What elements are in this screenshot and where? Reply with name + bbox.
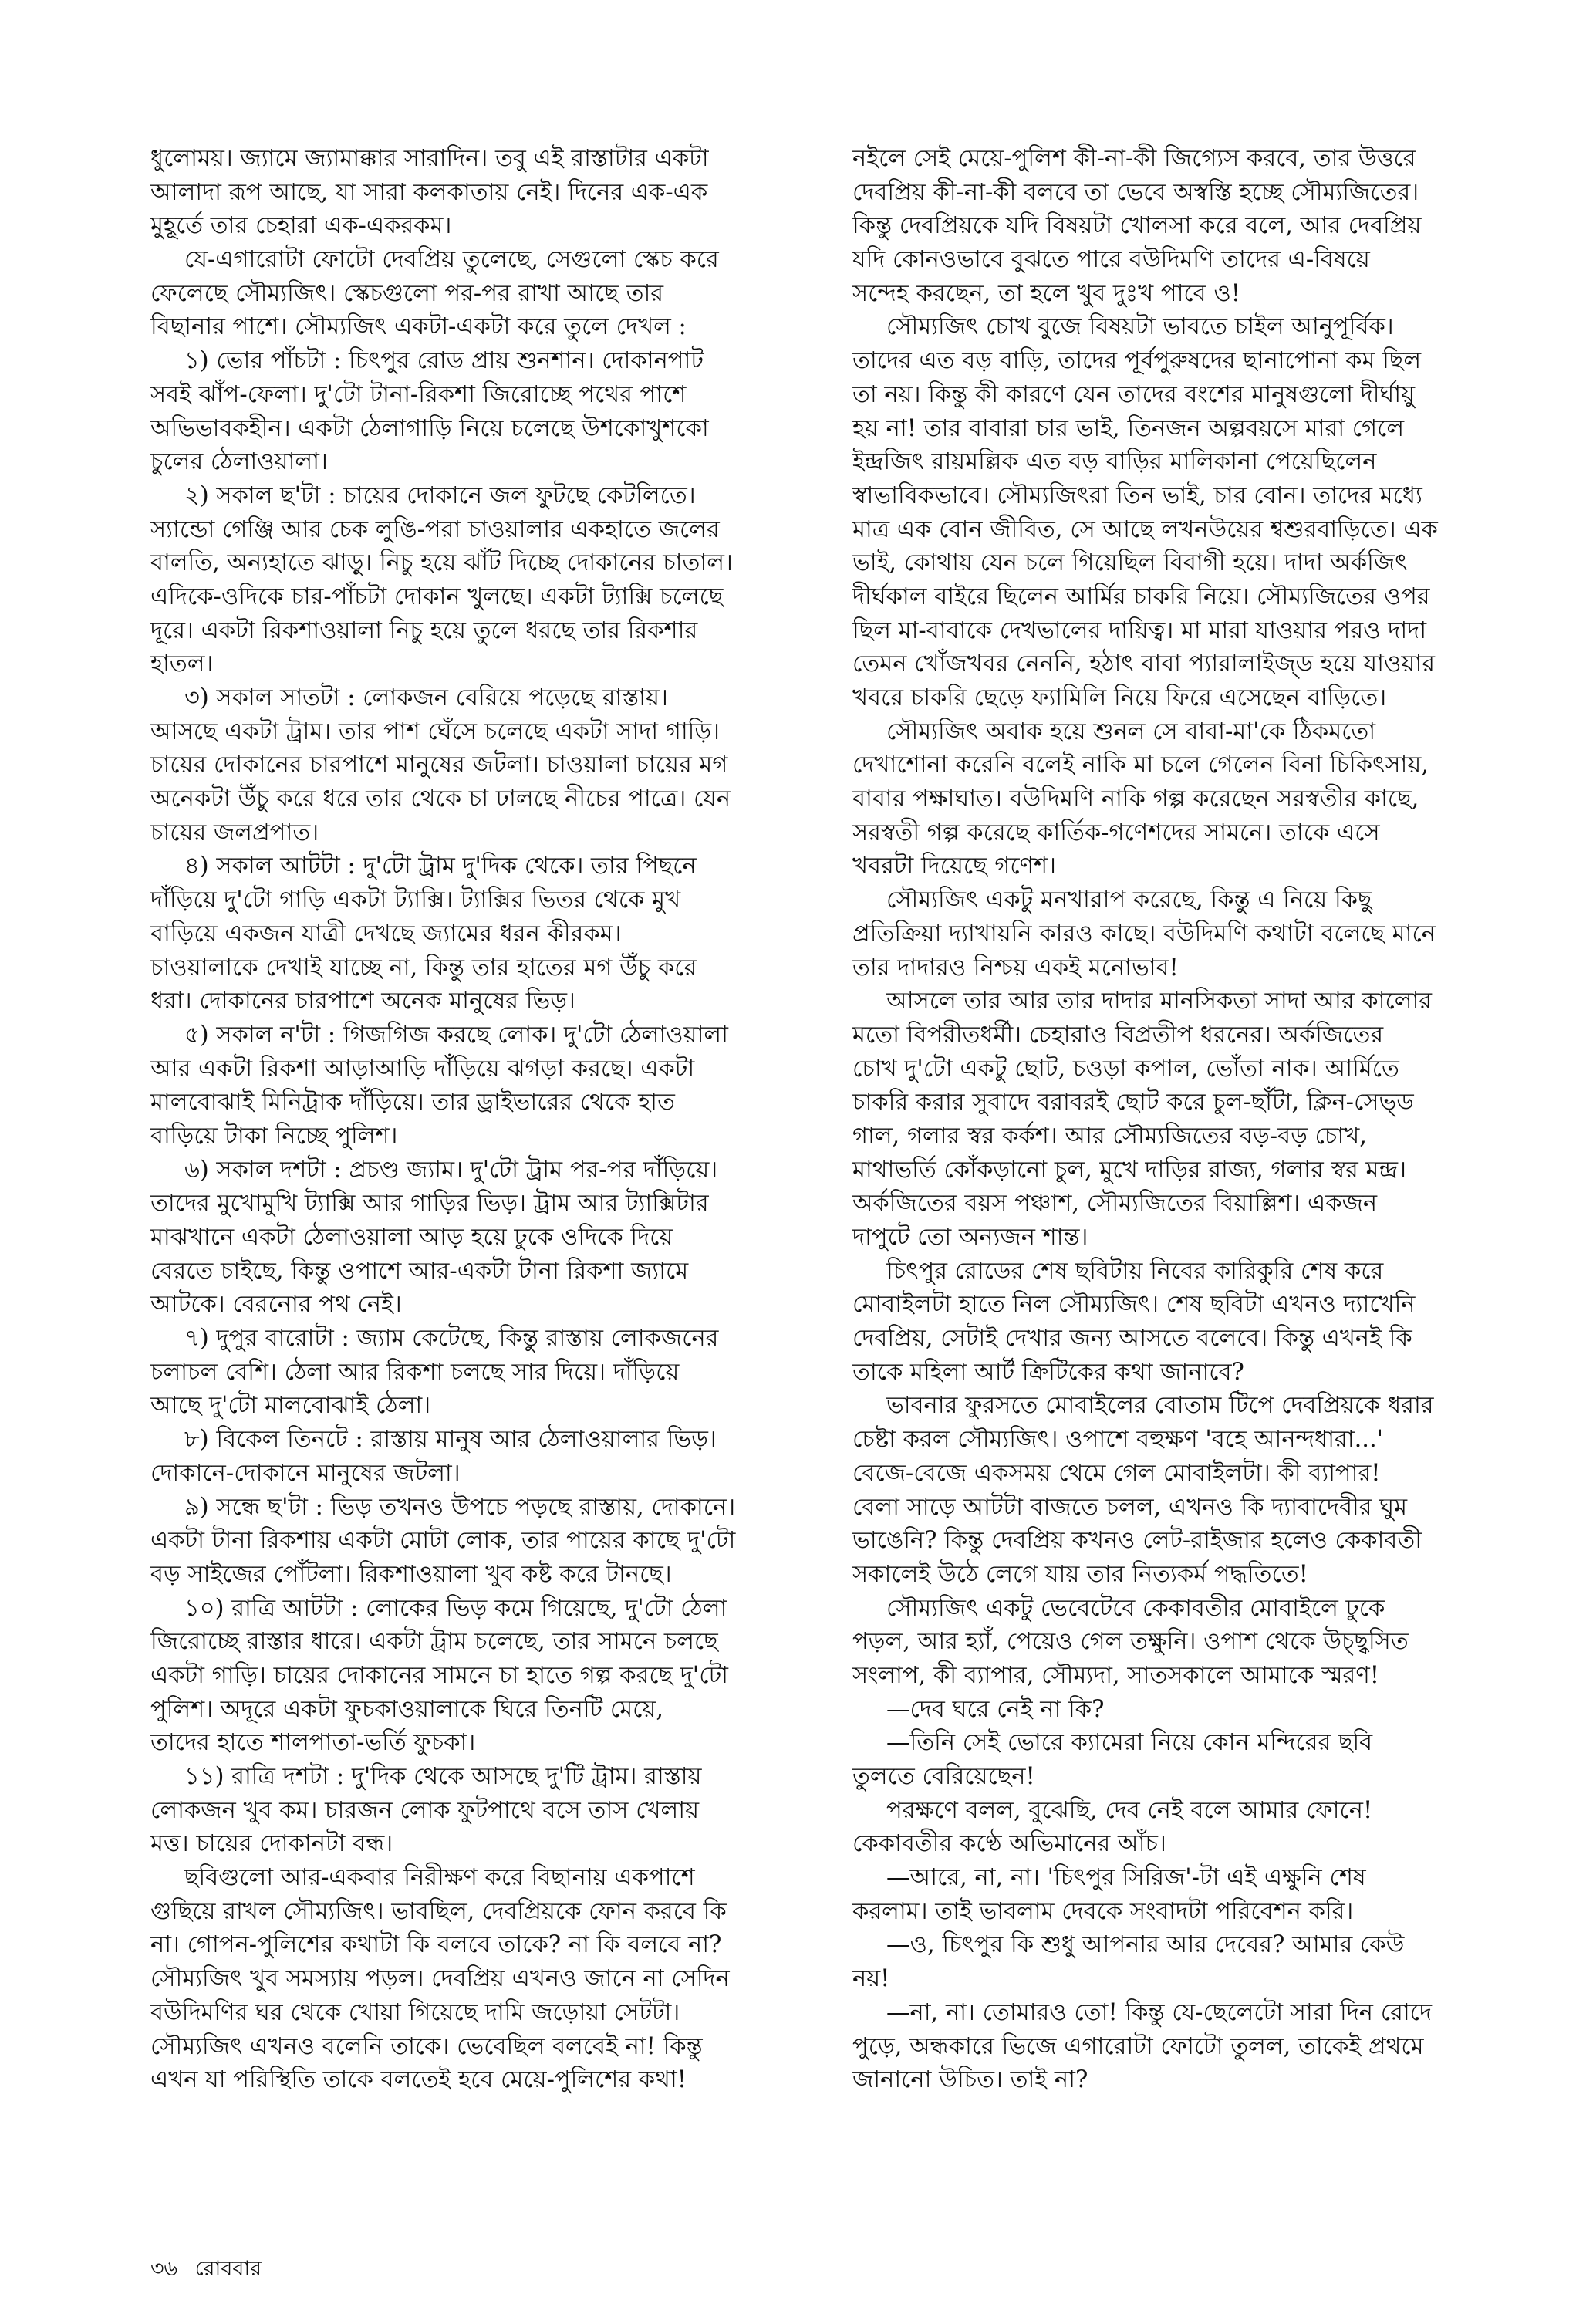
page-footer <box>150 2256 272 2282</box>
text-line: —ও, চিৎপুর কি শুধু আপনার আর দেবের? আমার কেউ <box>886 1931 1405 1959</box>
text-line: বাবার পক্ষাঘাত। বউদিমণি নাকি গল্প করেছেন সরস্বতীর কাছে, <box>852 785 1419 813</box>
text-line: হাতল। <box>150 650 214 678</box>
text-line: ধুলোময়। জ্যামে জ্যামাক্কার সারাদিন। তবু এই রাস্তাটার একটা <box>150 145 709 172</box>
text-line: ৯) সন্ধে ছ'টা : ভিড় তখনও উপচে পড়ছে রাস্তায়, দোকানে। <box>184 1493 736 1521</box>
text-line: মাত্র এক বোন জীবিত, সে আছে লখনউয়ের শ্বশুরবাড়িতে। এক <box>852 515 1438 543</box>
text-line: বেলা সাড়ে আটটা বাজতে চলল, এখনও কি দ্যাবাদেবীর ঘুম <box>852 1493 1408 1521</box>
text-line: মাঝখানে একটা ঠেলাওয়ালা আড় হয়ে ঢুকে ওদিকে দিয়ে <box>150 1224 673 1251</box>
text-line: খবরটা দিয়েছে গণেশ। <box>852 853 1056 880</box>
text-line: বউদিমণির ঘর থেকে খোয়া গিয়েছে দামি জড়োয়া সেটটা। <box>150 1998 680 2026</box>
text-line: মাথাভর্তি কোঁকড়ানো চুল, মুখে দাড়ির রাজ্য, গলার স্বর মন্দ্র। <box>852 1156 1406 1184</box>
text-line: স্বাভাবিকভাবে। সৌম্যজিৎরা তিন ভাই, চার বোন। তাদের মধ্যে <box>852 481 1422 509</box>
text-line: তাদের এত বড় বাড়ি, তাদের পূর্বপুরুষদের ছানাপোনা কম ছিল <box>852 347 1422 375</box>
text-line: অভিভাবকহীন। একটা ঠেলাগাড়ি নিয়ে চলেছে উশকোখুশকো <box>150 414 709 442</box>
text-line: আলাদা রূপ আছে, যা সারা কলকাতায় নেই। দিনের এক-এক <box>150 178 708 206</box>
text-line: বেরতে চাইছে, কিন্তু ওপাশে আর-একটা টানা রিকশা জ্যামে <box>150 1257 689 1285</box>
text-line: আসলে তার আর তার দাদার মানসিকতা সাদা আর কালোর <box>886 988 1433 1015</box>
text-line: বড় সাইজের পোঁটলা। রিকশাওয়ালা খুব কষ্ট করে টানছে। <box>150 1560 672 1588</box>
text-line: অনেকটা উঁচু করে ধরে তার থেকে চা ঢালছে নীচের পাত্রে। যেন <box>150 785 731 813</box>
text-line: চিৎপুর রোডের শেষ ছবিটায় নিবের কারিকুরি শেষ করে <box>886 1257 1384 1285</box>
text-line: সৌম্যজিৎ এখনও বলেনি তাকে। ভেবেছিল বলবেই না! কিন্তু <box>150 2032 703 2060</box>
text-line: —আরে, না, না। 'চিৎপুর সিরিজ'-টা এই এক্ষুনি শেষ <box>886 1864 1366 1892</box>
text-line: ৩) সকাল সাতটা : লোকজন বেরিয়ে পড়েছে রাস্তায়। <box>184 684 668 711</box>
page-number: ৩৬ <box>150 2257 178 2281</box>
text-line: বাড়িয়ে একজন যাত্রী দেখছে জ্যামের ধরন কীরকম। <box>150 920 622 948</box>
text-line: চেষ্টা করল সৌম্যজিৎ। ওপাশে বহুক্ষণ 'বহে আনন্দধারা...' <box>852 1426 1384 1454</box>
text-line: খবরে চাকরি ছেড়ে ফ্যামিলি নিয়ে ফিরে এসেছেন বাড়িতে। <box>852 684 1387 711</box>
text-line: চাকরি করার সুবাদে বরাবরই ছোট করে চুল-ছাঁটা, ক্লিন-সেভ্‌ড <box>852 1089 1414 1116</box>
text-line: আটকে। বেরনোর পথ নেই। <box>150 1291 402 1319</box>
text-line: ভাঙেনি? কিন্তু দেবপ্রিয় কখনও লেট-রাইজার হলেও কেকাবতী <box>852 1527 1422 1555</box>
text-line: বেজে-বেজে একসময় থেমে গেল মোবাইলটা। কী ব্যাপার! <box>852 1459 1381 1487</box>
text-line: তুলতে বেরিয়েছেন! <box>852 1763 1035 1790</box>
text-line: হয় না! তার বাবারা চার ভাই, তিনজন অল্পবয়সে মারা গেলে <box>852 414 1405 442</box>
text-line: ছিল মা-বাবাকে দেখভালের দায়িত্ব। মা মারা যাওয়ার পরও দাদা <box>852 616 1427 644</box>
text-line: সৌম্যজিৎ অবাক হয়ে শুনল সে বাবা-মা'কে ঠিকমতো <box>886 718 1376 745</box>
text-line: ৬) সকাল দশটা : প্রচণ্ড জ্যাম। দু'টো ট্রাম পর-পর দাঁড়িয়ে। <box>184 1156 718 1184</box>
text-line: এদিকে-ওদিকে চার-পাঁচটা দোকান খুলছে। একটা ট্যাক্সি চলেছে <box>150 583 724 610</box>
text-line: তাদের হাতে শালপাতা-ভর্তি ফুচকা। <box>150 1729 476 1757</box>
text-line: পুলিশ। অদূরে একটা ফুচকাওয়ালাকে ঘিরে তিনটি মেয়ে, <box>150 1695 664 1723</box>
text-line: মুহূর্তে তার চেহারা এক-একরকম। <box>150 212 452 240</box>
text-line: না। গোপন-পুলিশের কথাটা কি বলবে তাকে? না কি বলবে না? <box>150 1931 722 1959</box>
text-line: আর একটা রিকশা আড়াআড়ি দাঁড়িয়ে ঝগড়া করছে। একটা <box>150 1055 695 1083</box>
text-line: বালতি, অন্যহাতে ঝাড়ু। নিচু হয়ে ঝাঁট দিচ্ছে দোকানের চাতাল। <box>150 549 733 577</box>
text-line: মালবোঝাই মিনিট্রাক দাঁড়িয়ে। তার ড্রাইভারের থেকে হাত <box>150 1089 675 1116</box>
text-line: জানানো উচিত। তাই না? <box>852 2066 1088 2094</box>
text-line: নয়! <box>852 1965 890 1993</box>
text-line: ইন্দ্রজিৎ রায়মল্লিক এত বড় বাড়ির মালিকানা পেয়েছিলেন <box>852 448 1377 476</box>
text-line: অর্কজিতের বয়স পঞ্চাশ, সৌম্যজিতের বিয়াল্লিশ। একজন <box>852 1190 1378 1218</box>
text-line: বাড়িয়ে টাকা নিচ্ছে পুলিশ। <box>150 1122 398 1150</box>
text-line: ৪) সকাল আটটা : দু'টো ট্রাম দু'দিক থেকে। তার পিছনে <box>184 853 697 880</box>
publication-name: রোববার <box>194 2257 262 2281</box>
text-line: আছে দু'টো মালবোঝাই ঠেলা। <box>150 1392 431 1420</box>
text-line: দেখাশোনা করেনি বলেই নাকি মা চলে গেলেন বিনা চিকিৎসায়, <box>852 752 1429 779</box>
text-line: মোবাইলটা হাতে নিল সৌম্যজিৎ। শেষ ছবিটা এখনও দ্যাখেনি <box>852 1291 1416 1319</box>
text-line: সকালেই উঠে লেগে যায় তার নিত্যকর্ম পদ্ধতিতে! <box>852 1560 1308 1588</box>
text-line: ১০) রাত্রি আটটা : লোকের ভিড় কমে গিয়েছে, দু'টো ঠেলা <box>184 1594 727 1622</box>
text-line: কেকাবতীর কণ্ঠে অভিমানের আঁচ। <box>852 1830 1166 1858</box>
text-line: ভাবনার ফুরসতে মোবাইলের বোতাম টিপে দেবপ্রিয়কে ধরার <box>886 1392 1434 1420</box>
text-line: তাদের মুখোমুখি ট্যাক্সি আর গাড়ির ভিড়। ট্রাম আর ট্যাক্সিটার <box>150 1190 709 1218</box>
text-line: আসছে একটা ট্রাম। তার পাশ ঘেঁসে চলেছে একটা সাদা গাড়ি। <box>150 718 721 745</box>
text-line: সন্দেহ করছেন, তা হলে খুব দুঃখ পাবে ও! <box>852 279 1241 307</box>
text-line: জিরোচ্ছে রাস্তার ধারে। একটা ট্রাম চলেছে, তার সামনে চলছে <box>150 1628 718 1656</box>
text-line: গাল, গলার স্বর কর্কশ। আর সৌম্যজিতের বড়-বড় চোখ, <box>852 1122 1367 1150</box>
text-line: মত্ত। চায়ের দোকানটা বন্ধ। <box>150 1830 393 1858</box>
text-line: দাঁড়িয়ে দু'টো গাড়ি একটা ট্যাক্সি। ট্যাক্সির ভিতর থেকে মুখ <box>150 887 681 914</box>
text-line: যে-এগারোটা ফোটো দেবপ্রিয় তুলেছে, সেগুলো স্কেচ করে <box>184 246 719 274</box>
text-line: যদি কোনওভাবে বুঝতে পারে বউদিমণি তাদের এ-বিষয়ে <box>852 246 1370 274</box>
text-line: দাপুটে তো অন্যজন শান্ত। <box>852 1224 1088 1251</box>
text-line: দেবপ্রিয়, সেটাই দেখার জন্য আসতে বলেবে। কিন্তু এখনই কি <box>852 1325 1412 1353</box>
text-line: ৫) সকাল ন'টা : গিজগিজ করছে লোক। দু'টো ঠেলাওয়ালা <box>184 1021 729 1049</box>
text-line: পরক্ষণে বলল, বুঝেছি, দেব নেই বলে আমার ফোনে! <box>886 1796 1373 1824</box>
text-line: মতো বিপরীতধর্মী। চেহারাও বিপ্রতীপ ধরনের। অর্কজিতের <box>852 1021 1384 1049</box>
text-line: চায়ের জলপ্রপাত। <box>150 819 319 846</box>
right-column <box>852 142 1531 2097</box>
text-line: ছবিগুলো আর-একবার নিরীক্ষণ করে বিছানায় একপাশে <box>184 1864 695 1892</box>
text-line: বিছানার পাশে। সৌম্যজিৎ একটা-একটা করে তুলে দেখল : <box>150 313 687 341</box>
text-line: একটা গাড়ি। চায়ের দোকানের সামনে চা হাতে গল্প করছে দু'টো <box>150 1661 729 1689</box>
text-line: ফেলেছে সৌম্যজিৎ। স্কেচগুলো পর-পর রাখা আছে তার <box>150 279 664 307</box>
text-line: পুড়ে, অন্ধকারে ভিজে এগারোটা ফোটো তুলল, তাকেই প্রথমে <box>852 2032 1424 2060</box>
text-line: —না, না। তোমারও তো! কিন্তু যে-ছেলেটো সারা দিন রোদে <box>886 1998 1432 2026</box>
text-line: চাওয়ালাকে দেখাই যাচ্ছে না, কিন্তু তার হাতের মগ উঁচু করে <box>150 954 697 981</box>
text-line: গুছিয়ে রাখল সৌম্যজিৎ। ভাবছিল, দেবপ্রিয়কে ফোন করবে কি <box>150 1897 727 1925</box>
text-line: ৭) দুপুর বারোটা : জ্যাম কেটেছে, কিন্তু রাস্তায় লোকজনের <box>184 1325 719 1353</box>
text-line: সৌম্যজিৎ একটু ভেবেটেবে কেকাবতীর মোবাইলে ঢুকে <box>886 1594 1385 1622</box>
text-line: তার দাদারও নিশ্চয় একই মনোভাব! <box>852 954 1179 981</box>
left-column <box>150 142 829 2097</box>
text-line: তাকে মহিলা আর্ট ক্রিটিকের কথা জানাবে? <box>852 1358 1244 1386</box>
text-line: —দেব ঘরে নেই না কি? <box>886 1695 1105 1723</box>
text-line: সরস্বতী গল্প করেছে কার্তিক-গণেশদের সামনে। তাকে এসে <box>852 819 1380 846</box>
text-line: তা নয়। কিন্তু কী কারণে যেন তাদের বংশের মানুষগুলো দীর্ঘায়ু <box>852 380 1416 408</box>
text-line: ভাই, কোথায় যেন চলে গিয়েছিল বিবাগী হয়ে। দাদা অর্কজিৎ <box>852 549 1408 577</box>
text-line: দীর্ঘকাল বাইরে ছিলেন আর্মির চাকরি নিয়ে। সৌম্যজিতের ওপর <box>852 583 1430 610</box>
text-line: দেবপ্রিয় কী-না-কী বলবে তা ভেবে অস্বস্তি হচ্ছে সৌম্যজিতের। <box>852 178 1419 206</box>
text-line: পড়ল, আর হ্যাঁ, পেয়েও গেল তক্ষুনি। ওপাশ থেকে উচ্ছ্বসিত <box>852 1628 1409 1656</box>
text-line: ৮) বিকেল তিনটে : রাস্তায় মানুষ আর ঠেলাওয়ালার ভিড়। <box>184 1426 717 1454</box>
text-line: তেমন খোঁজখবর নেননি, হঠাৎ বাবা প্যারালাইজ্‌ড হয়ে যাওয়ার <box>852 650 1435 678</box>
text-line: চায়ের দোকানের চারপাশে মানুষের জটলা। চাওয়ালা চায়ের মগ <box>150 752 728 779</box>
text-line: চুলের ঠেলাওয়ালা। <box>150 448 328 476</box>
text-line: চলাচল বেশি। ঠেলা আর রিকশা চলছে সার দিয়ে। দাঁড়িয়ে <box>150 1358 680 1386</box>
text-line: নইলে সেই মেয়ে-পুলিশ কী-না-কী জিগ্যেস করবে, তার উত্তরে <box>852 145 1416 172</box>
text-line: চোখ দু'টো একটু ছোট, চওড়া কপাল, ভোঁতা নাক। আর্মিতে <box>852 1055 1399 1083</box>
text-line: করলাম। তাই ভাবলাম দেবকে সংবাদটা পরিবেশন করি। <box>852 1897 1354 1925</box>
text-line: দোকানে-দোকানে মানুষের জটলা। <box>150 1459 461 1487</box>
text-line: দূরে। একটা রিকশাওয়ালা নিচু হয়ে তুলে ধরছে তার রিকশার <box>150 616 698 644</box>
text-line: সংলাপ, কী ব্যাপার, সৌম্যদা, সাতসকালে আমাকে স্মরণ! <box>852 1661 1380 1689</box>
text-line: সৌম্যজিৎ চোখ বুজে বিষয়টা ভাবতে চাইল আনুপূর্বিক। <box>886 313 1394 341</box>
text-line: ২) সকাল ছ'টা : চায়ের দোকানে জল ফুটছে কেটলিতে। <box>184 481 696 509</box>
text-line: এখন যা পরিস্থিতি তাকে বলতেই হবে মেয়ে-পুলিশের কথা! <box>150 2066 687 2094</box>
text-line: কিন্তু দেবপ্রিয়কে যদি বিষয়টা খোলসা করে বলে, আর দেবপ্রিয় <box>852 212 1422 240</box>
text-line: ধরা। দোকানের চারপাশে অনেক মানুষের ভিড়। <box>150 988 575 1015</box>
text-line: লোকজন খুব কম। চারজন লোক ফুটপাথে বসে তাস খেলায় <box>150 1796 700 1824</box>
text-line: প্রতিক্রিয়া দ্যাখায়নি কারও কাছে। বউদিমণি কথাটা বলেছে মানে <box>852 920 1436 948</box>
text-line: সৌম্যজিৎ একটু মনখারাপ করেছে, কিন্তু এ নিয়ে কিছু <box>886 887 1372 914</box>
text-line: —তিনি সেই ভোরে ক্যামেরা নিয়ে কোন মন্দিরের ছবি <box>886 1729 1373 1757</box>
text-line: সবই ঝাঁপ-ফেলা। দু'টো টানা-রিকশা জিরোচ্ছে পথের পাশে <box>150 380 687 408</box>
text-line: একটা টানা রিকশায় একটা মোটা লোক, তার পায়ের কাছে দু'টো <box>150 1527 736 1555</box>
text-line: সৌম্যজিৎ খুব সমস্যায় পড়ল। দেবপ্রিয় এখনও জানে না সেদিন <box>150 1965 730 1993</box>
text-line: ১১) রাত্রি দশটা : দু'দিক থেকে আসছে দু'টি ট্রাম। রাস্তায় <box>184 1763 702 1790</box>
text-line: ১) ভোর পাঁচটা : চিৎপুর রোড প্রায় শুনশান। দোকানপাট <box>184 347 704 375</box>
text-line: স্যান্ডো গেঞ্জি আর চেক লুঙি-পরা চাওয়ালার একহাতে জলের <box>150 515 720 543</box>
